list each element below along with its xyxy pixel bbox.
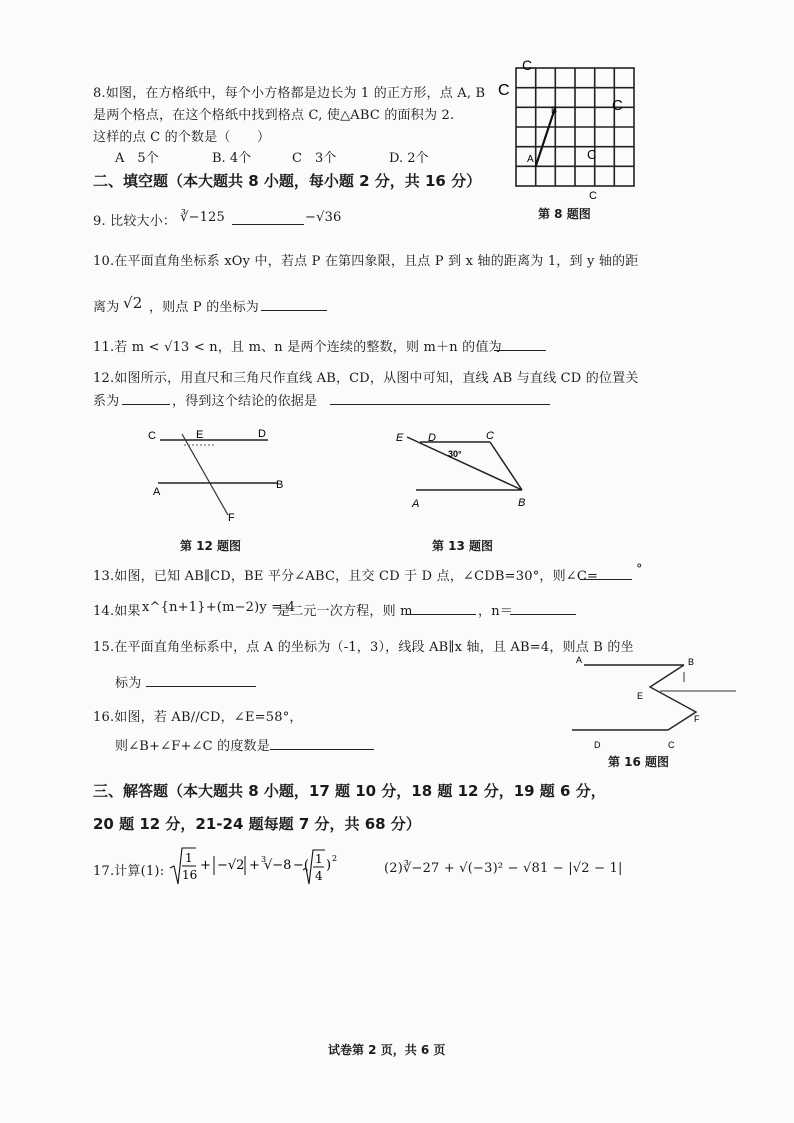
svg-text:3: 3 [261,855,267,864]
q12-answer-blank-1[interactable] [122,390,170,405]
q8-line2: 是两个格点，在这个格纸中找到格点 C, 使△ABC 的面积为 2. [93,108,455,123]
q14-equation: x^{n+1}+(m−2)y = 4 [142,600,296,615]
q8-option-b: B. 4个 [212,151,252,166]
q16-answer-blank[interactable] [270,735,374,750]
q8-option-c: C 3个 [292,151,337,166]
q12-label-a: A [153,486,161,498]
q13-label-a: A [412,498,420,510]
q13-label-c: C [486,430,494,442]
q15-line1: 15.在平面直角坐标系中，点 A 的坐标为（-1，3），线段 AB∥x 轴，且 AB=4，则点 B 的坐 [93,640,634,655]
q16-line2: 则∠B+∠F+∠C 的度数是 [115,739,270,754]
q16-line1: 16.如图，若 AB//CD，∠E=58°， [93,710,303,725]
q10-sqrt2: √2 [123,294,143,312]
q14-prefix: 14.如果 [93,604,141,619]
q14-mid: 是二元一次方程，则 m [277,604,413,619]
q17-part2: (2)∛−27 + √(−3)² − √81 − |√2 − 1| [384,861,623,876]
q8-grid-lines [516,68,634,186]
q14-answer-blank-m[interactable] [406,600,476,615]
q10-line2-prefix: 离为 [93,300,120,315]
q10-line1: 10.在平面直角坐标系 xOy 中，若点 P 在第四象限，且点 P 到 x 轴的距离为 1，到 y 轴的距 [93,254,639,269]
q10-answer-blank[interactable] [261,296,327,311]
svg-text:1: 1 [185,851,193,865]
svg-text:): ) [326,858,332,873]
q12-line-ef [182,434,228,515]
q15-line2: 标为 [115,676,142,691]
section3-line1: 三、解答题（本大题共 8 小题，17 题 10 分，18 题 12 分，19 题 6 分， [93,782,606,800]
svg-text:√−8: √−8 [264,858,292,873]
q16-label-f: F [694,714,700,724]
q9-right-expr: −√36 [305,210,342,225]
q13-label-e: E [396,432,404,444]
q12-label-d: D [258,428,266,440]
q8-grid-figure [500,55,650,205]
q8-option-a: A 5个 [115,151,159,166]
q16-label-a: A [576,655,583,665]
q8-caption: 第 8 题图 [538,207,591,221]
q13-answer-blank[interactable] [580,565,632,580]
q12-caption: 第 12 题图 [180,539,242,553]
q13-label-b: B [518,497,526,509]
q17-label: 17.计算(1): [93,864,165,879]
q8-label-b: B [551,105,558,115]
q13-text: 13.如图，已知 AB∥CD，BE 平分∠ABC，且交 CD 于 D 点，∠CDB=30°，则∠C= [93,569,599,584]
q13-figure [390,420,540,515]
q13-angle-label: 30° [448,449,462,459]
q12-label-b: B [276,479,284,491]
page-footer: 试卷第 2 页，共 6 页 [328,1043,446,1057]
q16-figure [570,650,740,750]
q9-prefix: 9. 比较大小： [93,214,177,229]
q15-answer-blank[interactable] [146,672,256,687]
q9-left-expr: ∛−125 [180,210,225,225]
q8-option-d: D. 2个 [389,151,429,166]
q12-label-c: C [148,430,156,442]
q13-caption: 第 13 题图 [432,539,494,553]
q16-polyline-befc [650,665,696,730]
svg-text:4: 4 [315,869,323,883]
section3-line2: 20 题 12 分，21-24 题每题 7 分，共 68 分） [93,815,421,833]
svg-text:−√2: −√2 [217,858,245,873]
q8-label-c1: C [612,97,623,114]
q8-line3: 这样的点 C 的个数是（ ） [93,130,271,145]
q12-answer-blank-2[interactable] [330,390,550,405]
q16-caption: 第 16 题图 [608,755,670,769]
q16-label-d: D [594,740,601,750]
q13-label-d: D [428,432,436,444]
svg-text:+: + [200,858,211,873]
q13-unit: ° [636,562,643,577]
q16-label-b: B [688,657,695,667]
q9-answer-blank[interactable] [232,210,304,225]
svg-text:+: + [249,858,260,873]
q16-label-e: E [637,691,644,701]
q16-label-c: C [668,740,675,750]
q12-label-e: E [196,429,204,441]
q8-label-c4: C [498,82,510,99]
svg-text:−(: −( [293,858,309,873]
q8-label-c5: C [589,190,597,202]
q11-answer-blank[interactable] [494,336,546,351]
q8-segment-ab [536,107,556,166]
q8-label-c3: C [522,57,533,73]
q17-part1-expression [168,842,348,892]
q10-line2-suffix: ，则点 P 的坐标为 [149,300,260,315]
q12-line1: 12.如图所示，用直尺和三角尺作直线 AB，CD，从图中可知，直线 AB 与直线 CD 的位置关 [93,371,639,386]
q8-label-c2: C [587,147,597,162]
section2-title: 二、填空题（本大题共 8 小题，每小题 2 分，共 16 分） [93,172,482,190]
q12-label-f: F [228,512,235,524]
q8-line1: 8.如图，在方格纸中，每个小方格都是边长为 1 的正方形，点 A, B [93,86,486,101]
q12-figure [140,420,300,530]
q14-answer-blank-n[interactable] [510,600,576,615]
q12-line2-mid: ，得到这个结论的依据是 [172,394,318,409]
q8-label-a: A [527,154,534,165]
svg-text:1: 1 [315,852,323,866]
svg-text:2: 2 [332,854,338,863]
q11-text: 11.若 m < √13 < n，且 m、n 是两个连续的整数，则 m＋n 的值为 [93,340,502,355]
q12-line2-prefix: 系为 [93,394,120,409]
svg-text:16: 16 [182,868,198,882]
q14-post: ，n＝ [478,604,513,619]
